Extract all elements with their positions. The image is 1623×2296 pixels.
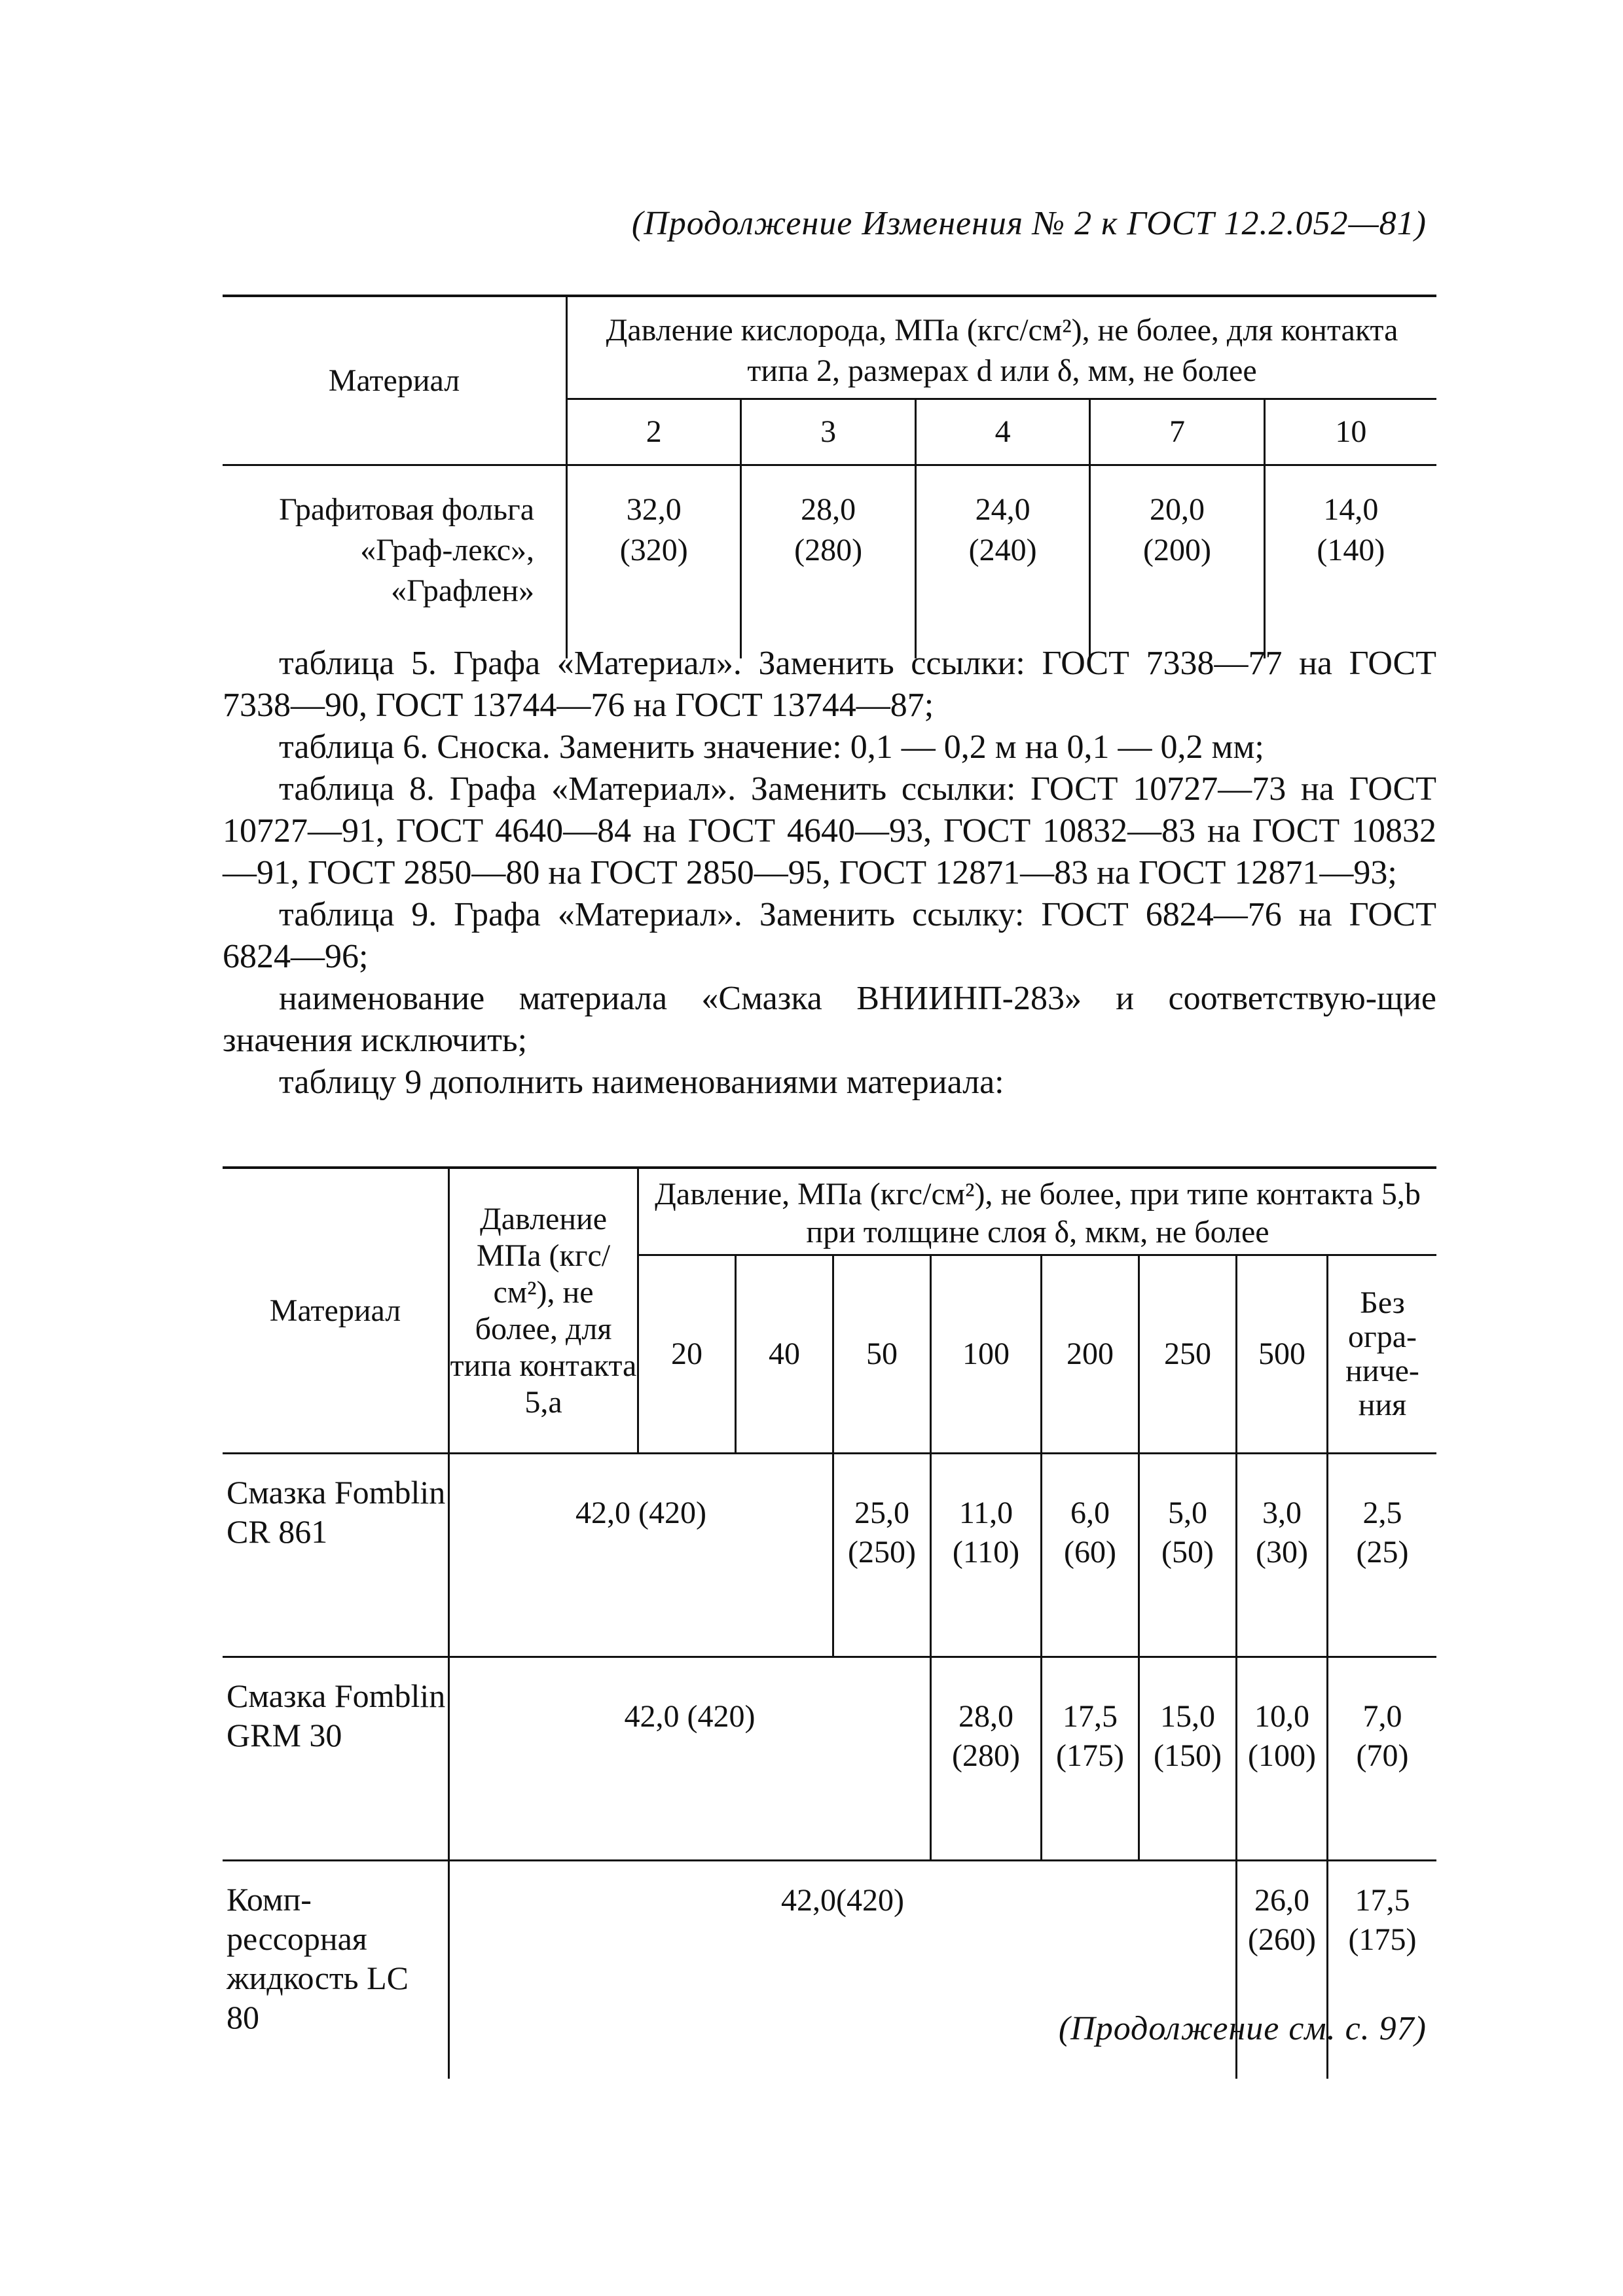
pressure-kgf: (260): [1248, 1922, 1316, 1957]
table-row: [223, 1657, 1436, 1861]
value-cell: [1237, 1657, 1328, 1861]
thickness-column-header: 100: [931, 1255, 1042, 1454]
table-row: [223, 1454, 1436, 1657]
pressure-mpa: 5,0: [1168, 1496, 1207, 1530]
paragraph: таблица 5. Графа «Материал». Заменить ссылки: ГОСТ 7338—77 на ГОСТ 7338—90, ГОСТ 13744—76 на ГОСТ 13744—87;: [223, 645, 1436, 724]
pressure-5a-header: Давление МПа (кгс/см²), не более, для типа контакта 5,а: [449, 1168, 638, 1454]
lubricant-pressure-table: [223, 1166, 1436, 2079]
pressure-mpa: 7,0: [1362, 1699, 1402, 1734]
pressure-kgf: (60): [1064, 1535, 1116, 1570]
oxygen-pressure-header: Давление кислорода, МПа (кгс/см²), не более, для контакта типа 2, размерах d или δ, мм, не более: [567, 296, 1437, 399]
material-name: Графитовая фольга «Граф-лекс», «Графлен»: [223, 465, 567, 659]
pressure-mpa: 11,0: [958, 1496, 1013, 1530]
material-name: Смазка Fomblin GRM 30: [223, 1657, 449, 1861]
value-cell: [567, 465, 741, 659]
pressure-kgf: (240): [968, 533, 1037, 567]
pressure-mpa: 2,5: [1362, 1496, 1402, 1530]
pressure-mpa: 25,0: [854, 1496, 909, 1530]
amendment-text: [223, 643, 1436, 1103]
paragraph: таблицу 9 дополнить наименованиями материала:: [279, 1064, 1004, 1101]
pressure-kgf: (175): [1056, 1738, 1124, 1773]
pressure-mpa: 17,5: [1355, 1883, 1410, 1918]
table-row: [223, 465, 1436, 659]
pressure-mpa: 3,0: [1262, 1496, 1302, 1530]
paragraph: таблица 9. Графа «Материал». Заменить ссылку: ГОСТ 6824—76 на ГОСТ 6824—96;: [223, 896, 1436, 975]
pressure-kgf: (140): [1317, 533, 1385, 567]
pressure-kgf: (30): [1256, 1535, 1308, 1570]
value-cell: [1139, 1454, 1237, 1657]
value-cell: [741, 465, 915, 659]
merged-value-cell: 42,0 (420): [449, 1454, 833, 1657]
thickness-column-header: 20: [638, 1255, 736, 1454]
material-name: Комп-рессорная жидкость LC 80: [223, 1861, 449, 2079]
value-cell: [1328, 1657, 1437, 1861]
merged-value-cell: 42,0(420): [449, 1861, 1237, 2079]
thickness-column-header: 40: [736, 1255, 833, 1454]
value-cell: [931, 1657, 1042, 1861]
pressure-kgf: (280): [952, 1738, 1020, 1773]
thickness-column-header: 50: [833, 1255, 931, 1454]
paragraph: таблица 6. Сноска. Заменить значение: 0,1 — 0,2 м на 0,1 — 0,2 мм;: [279, 728, 1264, 766]
pressure-mpa: 14,0: [1323, 492, 1379, 527]
pressure-kgf: (50): [1161, 1535, 1214, 1570]
merged-value-cell: 42,0 (420): [449, 1657, 931, 1861]
pressure-kgf: (200): [1143, 533, 1212, 567]
pressure-kgf: (25): [1356, 1535, 1409, 1570]
value-cell: [915, 465, 1089, 659]
size-column-header: 3: [741, 399, 915, 465]
value-cell: [1237, 1454, 1328, 1657]
pressure-mpa: 24,0: [975, 492, 1030, 527]
size-column-header: 7: [1090, 399, 1264, 465]
value-cell: [1328, 1454, 1437, 1657]
pressure-5b-header: Давление, МПа (кгс/см²), не более, при типе контакта 5,b при толщине слоя δ, мкм, не более: [638, 1168, 1437, 1255]
value-cell: [833, 1454, 931, 1657]
pressure-kgf: (250): [848, 1535, 916, 1570]
pressure-kgf: (280): [794, 533, 863, 567]
pressure-mpa: 28,0: [958, 1699, 1013, 1734]
pressure-mpa: 26,0: [1254, 1883, 1309, 1918]
value-cell: [1139, 1657, 1237, 1861]
pressure-kgf: (320): [619, 533, 688, 567]
pressure-mpa: 20,0: [1150, 492, 1205, 527]
continuation-footer: (Продолжение см. с. 97): [1058, 2010, 1427, 2047]
pressure-mpa: 32,0: [626, 492, 682, 527]
paragraph: таблица 8. Графа «Материал». Заменить ссылки: ГОСТ 10727—73 на ГОСТ 10727—91, ГОСТ 4640—84 на ГОСТ 4640—93, ГОСТ 10832—83 на ГОСТ 10832—91, ГОСТ 2850—80 на ГОСТ 2850—95, ГОСТ 12871—83 на ГОСТ 12871—93;: [223, 770, 1436, 891]
pressure-mpa: 17,5: [1063, 1699, 1118, 1734]
value-cell: [1090, 465, 1264, 659]
pressure-mpa: 15,0: [1160, 1699, 1215, 1734]
pressure-mpa: 28,0: [801, 492, 856, 527]
thickness-column-header: 200: [1042, 1255, 1139, 1454]
material-name: Смазка Fomblin CR 861: [223, 1454, 449, 1657]
value-cell: [1042, 1657, 1139, 1861]
paragraph: наименование материала «Смазка ВНИИНП-283» и соответствую-щие значения исключить;: [223, 980, 1436, 1059]
size-column-header: 4: [915, 399, 1089, 465]
material-column-header: Материал: [223, 1168, 449, 1454]
continuation-header: (Продолжение Изменения № 2 к ГОСТ 12.2.052—81): [631, 205, 1427, 242]
value-cell: [1264, 465, 1436, 659]
pressure-mpa: 10,0: [1254, 1699, 1309, 1734]
pressure-kgf: (175): [1348, 1922, 1417, 1957]
oxygen-pressure-table: [223, 295, 1436, 658]
value-cell: [1042, 1454, 1139, 1657]
thickness-column-header: 250: [1139, 1255, 1237, 1454]
size-column-header: 10: [1264, 399, 1436, 465]
pressure-mpa: 6,0: [1070, 1496, 1110, 1530]
thickness-column-header: 500: [1237, 1255, 1328, 1454]
pressure-kgf: (70): [1356, 1738, 1409, 1773]
thickness-column-header: Без огра-ниче-ния: [1328, 1255, 1437, 1454]
value-cell: [931, 1454, 1042, 1657]
pressure-kgf: (100): [1248, 1738, 1316, 1773]
pressure-kgf: (110): [952, 1535, 1020, 1570]
material-column-header: Материал: [223, 296, 567, 465]
pressure-kgf: (150): [1154, 1738, 1222, 1773]
size-column-header: 2: [567, 399, 741, 465]
